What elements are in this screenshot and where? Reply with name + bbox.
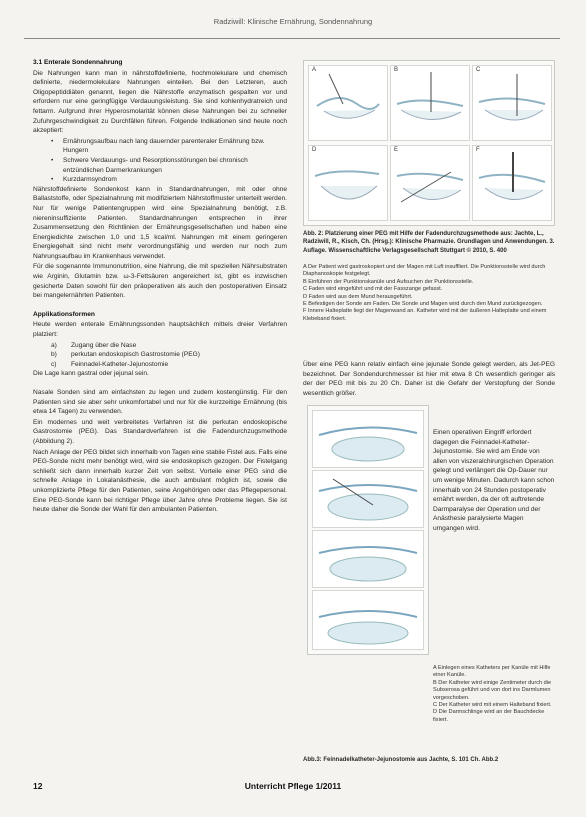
jejunostomy-step-drawing xyxy=(313,531,423,587)
figure-panel xyxy=(390,145,470,221)
legend-item: A Einlegen eines Katheters per Kanüle mit Hilfe einer Kanüle. xyxy=(433,665,551,679)
thread-out-drawing xyxy=(309,146,387,220)
header-rule xyxy=(24,38,560,39)
list-key: b) xyxy=(51,351,57,359)
figure-panel xyxy=(312,590,424,650)
paragraph: Ein modernes und weit verbreitetes Verfahren ist die perkutan endoskopische Gastrostomie (PEG). Das Standardverfahren ist die Fadendurchzugsmethode (Abbildung 2). xyxy=(33,418,287,445)
right-paragraph: Über eine PEG kann relativ einfach eine jejunale Sonde gelegt werden, als Jet-PEG bezeichnet. Der Sondendurchmesser ist hier mit etwa 8 Ch wesentlich geringer als der der PEG mit bis zu 20 Ch. Daher ist die Gefahr der Verstopfung der Sonde wesentlich größer. xyxy=(303,361,555,397)
figure-panel xyxy=(390,65,470,141)
legend-item: C Faden wird eingeführt und mit der Fasszange gefasst. xyxy=(303,286,443,293)
figure-panel xyxy=(312,410,424,468)
paragraph: Nasale Sonden sind am einfachsten zu legen und zudem kostengünstig. Für den Patienten sind sie aber sehr unkomfortabel und nur für die kurzzeitige Ernährung (bis etwa 14 Tagen) zu verwenden. xyxy=(33,389,287,416)
legend-item: C Der Katheter wird mit einem Halteband fixiert. xyxy=(433,702,552,709)
jejunostomy-step-drawing xyxy=(313,411,423,467)
list-item: • Kurzdarmsyndrom xyxy=(51,175,287,185)
paragraph: Nährstoffdefinierte Sondenkost kann in Standardnahrungen, mit oder ohne Ballaststoffe, oder Spezialnahrung mit modifiziertem Nährstoffmuster unterteilt werden. Nur für wenige Patientengruppen wird eine Spezialnahrung benötigt, z.B. niereninsuffiziente Patienten. Standardnahrungen entsprechen in ihrer Zusammensetzung den Richtlinien der Ernährungsgesellschaften und haben eine Energiedichte zwischen 1,0 und 1,5 kcal/ml. Nahrungen mit einem geringeren Energiegehalt sind nicht mehr verordnungsfähig und werden nur noch zum Nahrungsaufbau im Krankenhaus verwendet. xyxy=(33,185,287,260)
list-key: c) xyxy=(51,360,57,368)
paragraph: Die Lage kann gastral oder jejunal sein. xyxy=(33,370,149,378)
figure-panel xyxy=(312,530,424,588)
figure-panel xyxy=(472,65,552,141)
list-key: a) xyxy=(51,341,57,349)
indication-list xyxy=(33,137,287,185)
legend-item: D Die Darmschlinge wird an der Bauchdecke fixiert. xyxy=(433,709,545,723)
legend-item: E Befestigen der Sonde am Faden. Die Sonde und Magen wird durch den Mund zurückgezogen. xyxy=(303,301,543,308)
legend-item: D Faden wird aus dem Mund herausgeführt. xyxy=(303,293,413,300)
panel-label: B xyxy=(394,67,399,73)
figure-panel xyxy=(472,145,552,221)
tube-pull-drawing xyxy=(391,146,469,220)
paragraph: Heute werden enterale Ernährungssonden hauptsächlich mittels dreier Verfahren platziert: xyxy=(33,321,287,339)
panel-label: E xyxy=(394,147,399,153)
figure-panel xyxy=(308,65,388,141)
paragraph: Nach Anlage der PEG bildet sich innerhalb von Tagen eine stabile Fistel aus. Falls eine PEG-Sonde nicht mehr benötigt wird, wird sie endoskopisch gezogen. Der Fistelgang schließt sich dann innerhalb kurzer Zeit von selbst. Vorteile einer PEG sind die schnelle Anlage in Lokalanästhesie, die auch ambulant möglich ist, sowie die unkomplizierte Pflege für den Patienten, seine Angehörigen oder das Pflegepersonal. Eine PEG-Sonde kann bei richtiger Pflege über Jahre ohne Probleme liegen. Sie ist heute daher die Sonde der Wahl für den ambulanten Patienten. xyxy=(33,448,287,514)
left-column xyxy=(33,58,287,516)
method-list xyxy=(33,341,287,370)
thread-drawing xyxy=(473,66,551,140)
figure-2-illustration xyxy=(303,60,555,226)
legend-item: F Innere Halteplatte liegt der Magenwand an. Katheter wird mit der äußeren Halteplatte und einem Klebeband fixiert. xyxy=(303,308,547,322)
panel-label: A xyxy=(312,67,317,73)
list-item: • Ernährungsaufbau nach lang dauernder parenteraler Ernährung bzw. Hungern xyxy=(51,137,287,156)
legend-item: A Der Patient wird gastroskopiert und der Magen mit Luft insuffliert. Die Punktionsstelle wird durch Diaphanoskopie festgelegt. xyxy=(303,264,546,278)
right-paragraph: Einen operativen Eingriff erfordert dagegen die Feinnadel-Katheter-Jejunostomie. Sie wird am Ende von allen von viszeralchirurgischen Operation gelegt und verlängert die Op-Dauer nur um wenige Minuten. Dadurch kann schon innerhalb von 24 Stunden postoperativ ernährt werden, da der oft auftretende Darmparalyse der Operation und der Anästhesie paralysierte Magen umgangen wird. xyxy=(433,429,555,532)
figure-3-illustration xyxy=(307,405,429,655)
figure-2-legend xyxy=(303,264,555,323)
panel-label: C xyxy=(476,67,481,73)
section-heading: Applikationsformen xyxy=(33,310,95,318)
list-item xyxy=(51,350,287,360)
jejunostomy-step-drawing xyxy=(313,471,423,527)
legend-item: B Einführen der Punktionskanüle und Aufsuchen der Punktionsstelle. xyxy=(303,278,474,285)
endoscopy-drawing xyxy=(309,66,387,140)
list-text: perkutan endoskopisch Gastrostomie (PEG) xyxy=(71,351,201,359)
figure-3-legend xyxy=(433,665,555,724)
page-number: 12 xyxy=(33,781,43,791)
fixed-tube-drawing xyxy=(473,146,551,220)
running-header: Radziwill: Klinische Ernährung, Sondennahrung xyxy=(213,17,373,26)
puncture-drawing xyxy=(391,66,469,140)
list-item xyxy=(51,341,287,351)
journal-footer: Unterricht Pflege 1/2011 xyxy=(244,781,342,791)
list-item xyxy=(51,360,287,370)
paragraph: Die Nahrungen kann man in nährstoffdefinierte, hochmolekulare und chemisch definierte, niedermolekulare Nahrungen einteilen. Bei den Letzteren, auch Oligopeptiddiäten genannt, liegen die Nährstoffe enzymatisch gespalten vor und erfordern nur eine geringfügige Verdauungsleistung. Sie sind kohlenhydratreich und fettarm. Aufgrund ihrer Hyperosmolarität können diese Nahrungen bei zu schneller Zufuhrgeschwindigkeit zu Durchfällen führen. Folgende Indikationen sind heute noch akzeptiert: xyxy=(33,69,287,135)
list-text: Feinnadel-Katheter-Jejunostomie xyxy=(71,360,169,368)
figure-panel xyxy=(308,145,388,221)
panel-label: F xyxy=(476,147,480,153)
figure-2-caption: Abb. 2: Platzierung einer PEG mit Hilfe der Fadendurchzugsmethode aus: Jachte, L., Radziwill, R., Kisch, Ch. (Hrsg.): Klinische Pharmazie. Grundlagen und Anwendungen. 3. Auflage. Wissenschaftliche Verlagsgesellschaft Stuttgart © 2010, S. 400 xyxy=(303,231,555,254)
paragraph: Für die sogenannte Immunonutrition, eine Nahrung, die mit speziellen Nährsubstraten wie Arginin, Glutamin bzw. ω-3-Fettsäuren angereichert ist, gibt es inzwischen gesicherte Daten sowohl für den präoperativen als auch den postoperativen Einsatz bei mangelernährten Patienten. xyxy=(33,263,287,300)
panel-label: D xyxy=(312,147,317,153)
figure-3-caption: Abb.3: Feinnadelkatheter-Jejunostomie aus Jachte, S. 101 Ch. Abb.2 xyxy=(303,757,499,763)
list-text: Zugang über die Nase xyxy=(71,341,137,349)
section-heading: 3.1 Enterale Sondennahrung xyxy=(33,59,123,66)
legend-item: B Der Katheter wird einige Zentimeter durch die Subserosa geführt und von dort ins Darmlumen vorgeschoben. xyxy=(433,679,552,701)
jejunostomy-step-drawing xyxy=(313,591,423,649)
list-item: • Schwere Verdauungs- und Resorptionsstörungen bei chronisch entzündlichen Darmerkrankungen xyxy=(51,156,287,175)
figure-panel xyxy=(312,470,424,528)
